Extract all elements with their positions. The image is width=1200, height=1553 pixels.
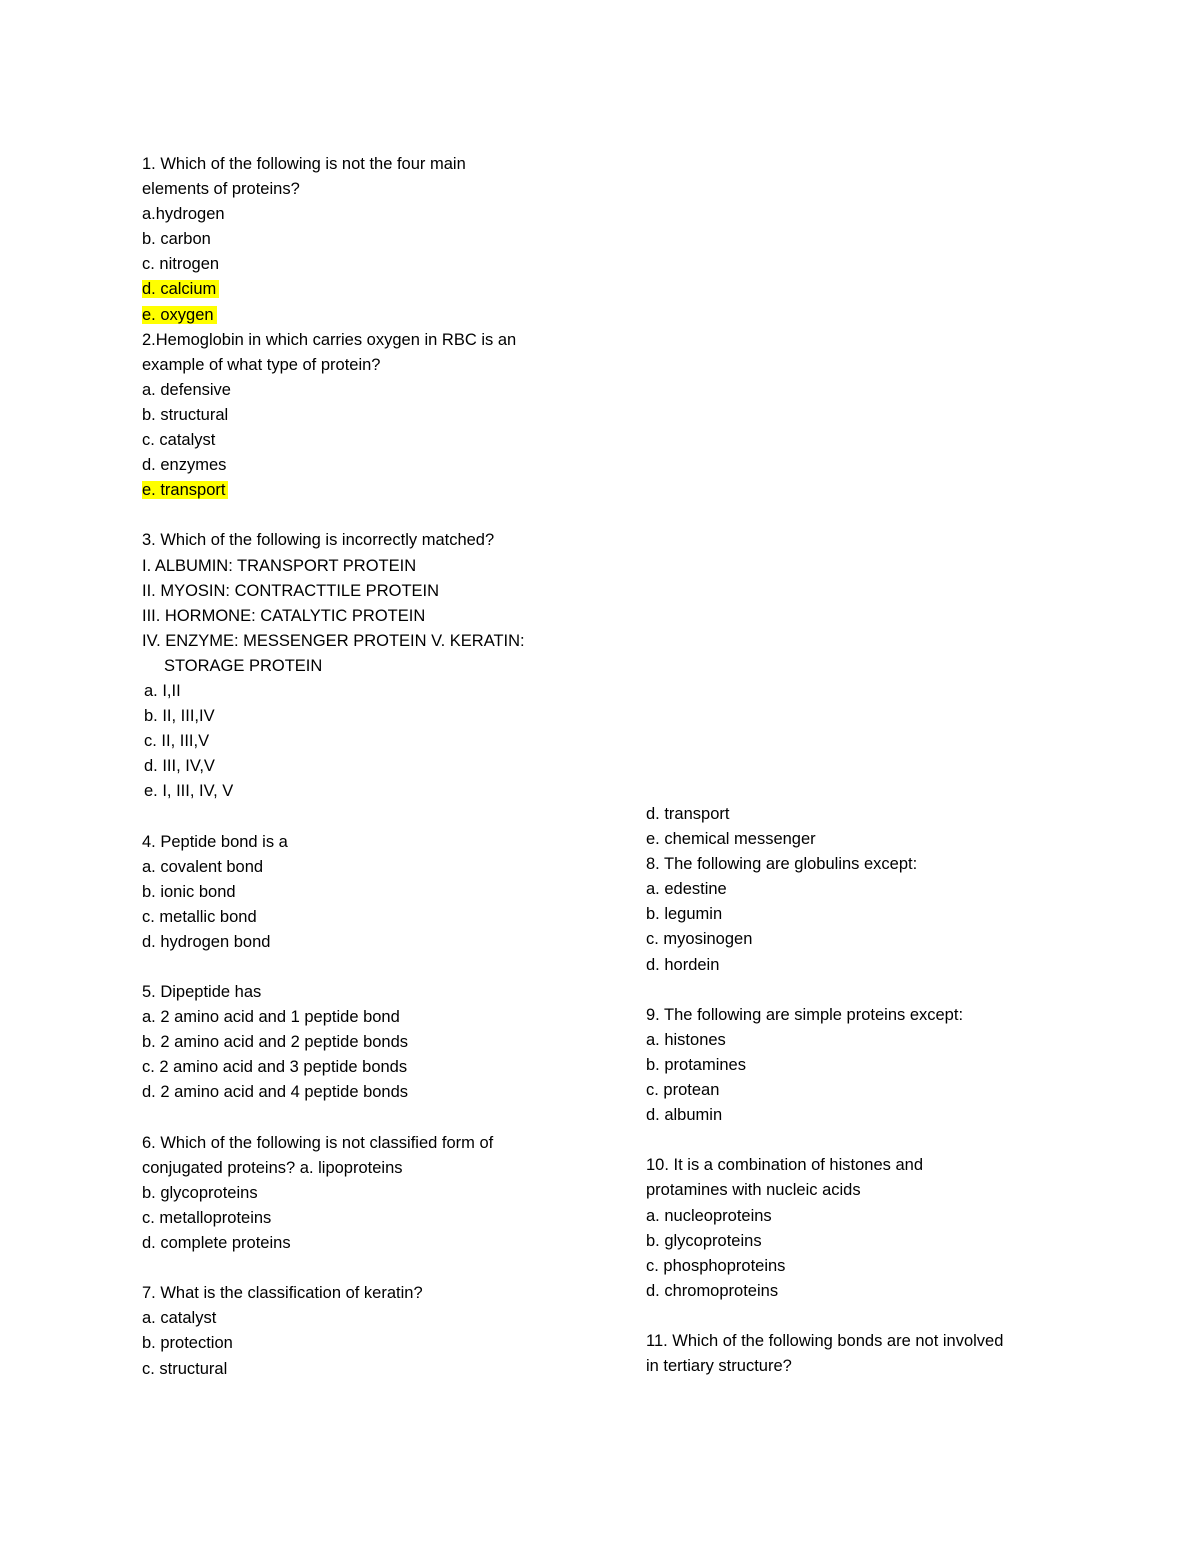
question-9-choice-c: c. protean [646, 1081, 720, 1100]
question-3-stem: 3. Which of the following is incorrectly matched? [142, 531, 495, 550]
question-1-stem-line-1: 1. Which of the following is not the four main [142, 155, 466, 173]
question-5-choice-d: d. 2 amino acid and 4 peptide bonds [142, 1083, 409, 1102]
question-7-choice-e: e. chemical messenger [646, 830, 816, 849]
question-7 [142, 1281, 572, 1381]
question-11-stem-line-2: in tertiary structure? [646, 1357, 792, 1376]
question-5-choice-b: b. 2 amino acid and 2 peptide bonds [142, 1033, 409, 1052]
question-2-choice-d: d. enzymes [142, 456, 227, 475]
question-1-choice-e: e. oxygen [142, 306, 217, 324]
question-1-choice-d: d. calcium [142, 280, 219, 298]
question-11-stem-line-1: 11. Which of the following bonds are not involved [646, 1331, 1004, 1350]
question-8-stem: 8. The following are globulins except: [646, 855, 918, 874]
question-2-choice-c: c. catalyst [142, 431, 216, 450]
question-2-choice-e: e. transport [142, 481, 228, 499]
question-4-stem: 4. Peptide bond is a [142, 832, 288, 851]
question-3-statement-5: STORAGE PROTEIN [164, 656, 323, 675]
question-6-choice-b: b. glycoproteins [142, 1183, 258, 1202]
left-column [142, 152, 572, 1382]
question-1-choice-a: a.hydrogen [142, 205, 225, 224]
question-3-choice-b: b. II, III,IV [144, 707, 215, 726]
question-8 [646, 852, 1076, 977]
question-5 [142, 980, 572, 1105]
question-3-choice-c: c. II, III,V [144, 732, 210, 751]
question-2 [142, 328, 572, 504]
question-6-choice-d: d. complete proteins [142, 1234, 291, 1253]
question-4-choice-c: c. metallic bond [142, 907, 257, 926]
question-2-choice-b: b. structural [142, 405, 229, 424]
question-11 [646, 1329, 1076, 1379]
question-7-continued [646, 802, 1076, 852]
question-2-stem-line-2: example of what type of protein? [142, 355, 381, 374]
question-9-choice-a: a. histones [646, 1030, 726, 1049]
question-3-statement-3: III. HORMONE: CATALYTIC PROTEIN [142, 606, 426, 625]
question-8-choice-a: a. edestine [646, 880, 727, 899]
question-1-choice-b: b. carbon [142, 230, 211, 249]
question-3-choice-a: a. I,II [144, 681, 181, 700]
question-3-statement-2: II. MYOSIN: CONTRACTTILE PROTEIN [142, 581, 440, 600]
question-1-stem-line-2: elements of proteins? [142, 180, 300, 199]
question-5-choice-c: c. 2 amino acid and 3 peptide bonds [142, 1058, 408, 1077]
question-4-choice-a: a. covalent bond [142, 857, 264, 876]
question-2-stem-line-1: 2.Hemoglobin in which carries oxygen in RBC is an [142, 330, 517, 349]
question-6-stem-line-2: conjugated proteins? a. lipoproteins [142, 1158, 403, 1177]
question-4 [142, 830, 572, 955]
question-1 [142, 152, 572, 328]
question-2-choice-a: a. defensive [142, 380, 231, 399]
question-10-choice-b: b. glycoproteins [646, 1231, 762, 1250]
question-7-choice-b: b. protection [142, 1334, 233, 1353]
question-7-choice-a: a. catalyst [142, 1309, 217, 1328]
question-10-choice-c: c. phosphoproteins [646, 1256, 786, 1275]
question-9 [646, 1003, 1076, 1128]
question-8-choice-c: c. myosinogen [646, 930, 753, 949]
question-5-choice-a: a. 2 amino acid and 1 peptide bond [142, 1008, 400, 1027]
question-3-choice-d: d. III, IV,V [144, 757, 215, 776]
question-8-choice-d: d. hordein [646, 955, 720, 974]
question-9-choice-d: d. albumin [646, 1106, 723, 1125]
question-9-choice-b: b. protamines [646, 1055, 746, 1074]
right-column [646, 802, 1076, 1379]
question-1-choice-c: c. nitrogen [142, 255, 220, 274]
question-10-stem-line-2: protamines with nucleic acids [646, 1181, 861, 1200]
question-10-choice-d: d. chromoproteins [646, 1281, 779, 1300]
question-3-statement-1: I. ALBUMIN: TRANSPORT PROTEIN [142, 556, 417, 575]
question-6-stem-line-1: 6. Which of the following is not classified form of [142, 1133, 494, 1152]
question-10-stem-line-1: 10. It is a combination of histones and [646, 1156, 924, 1175]
question-3-statement-4: IV. ENZYME: MESSENGER PROTEIN V. KERATIN: [142, 631, 525, 650]
question-5-stem: 5. Dipeptide has [142, 983, 262, 1002]
question-10 [646, 1153, 1076, 1304]
question-3 [142, 528, 572, 804]
question-6 [142, 1131, 572, 1256]
question-4-choice-b: b. ionic bond [142, 882, 236, 901]
question-7-choice-c: c. structural [142, 1359, 228, 1378]
question-9-stem: 9. The following are simple proteins except: [646, 1005, 964, 1024]
question-10-choice-a: a. nucleoproteins [646, 1206, 772, 1225]
question-3-choice-e: e. I, III, IV, V [144, 782, 234, 801]
question-7-stem: 7. What is the classification of keratin? [142, 1284, 423, 1303]
question-4-choice-d: d. hydrogen bond [142, 932, 271, 951]
question-8-choice-b: b. legumin [646, 905, 723, 924]
question-6-choice-c: c. metalloproteins [142, 1208, 272, 1227]
question-7-choice-d: d. transport [646, 805, 730, 823]
